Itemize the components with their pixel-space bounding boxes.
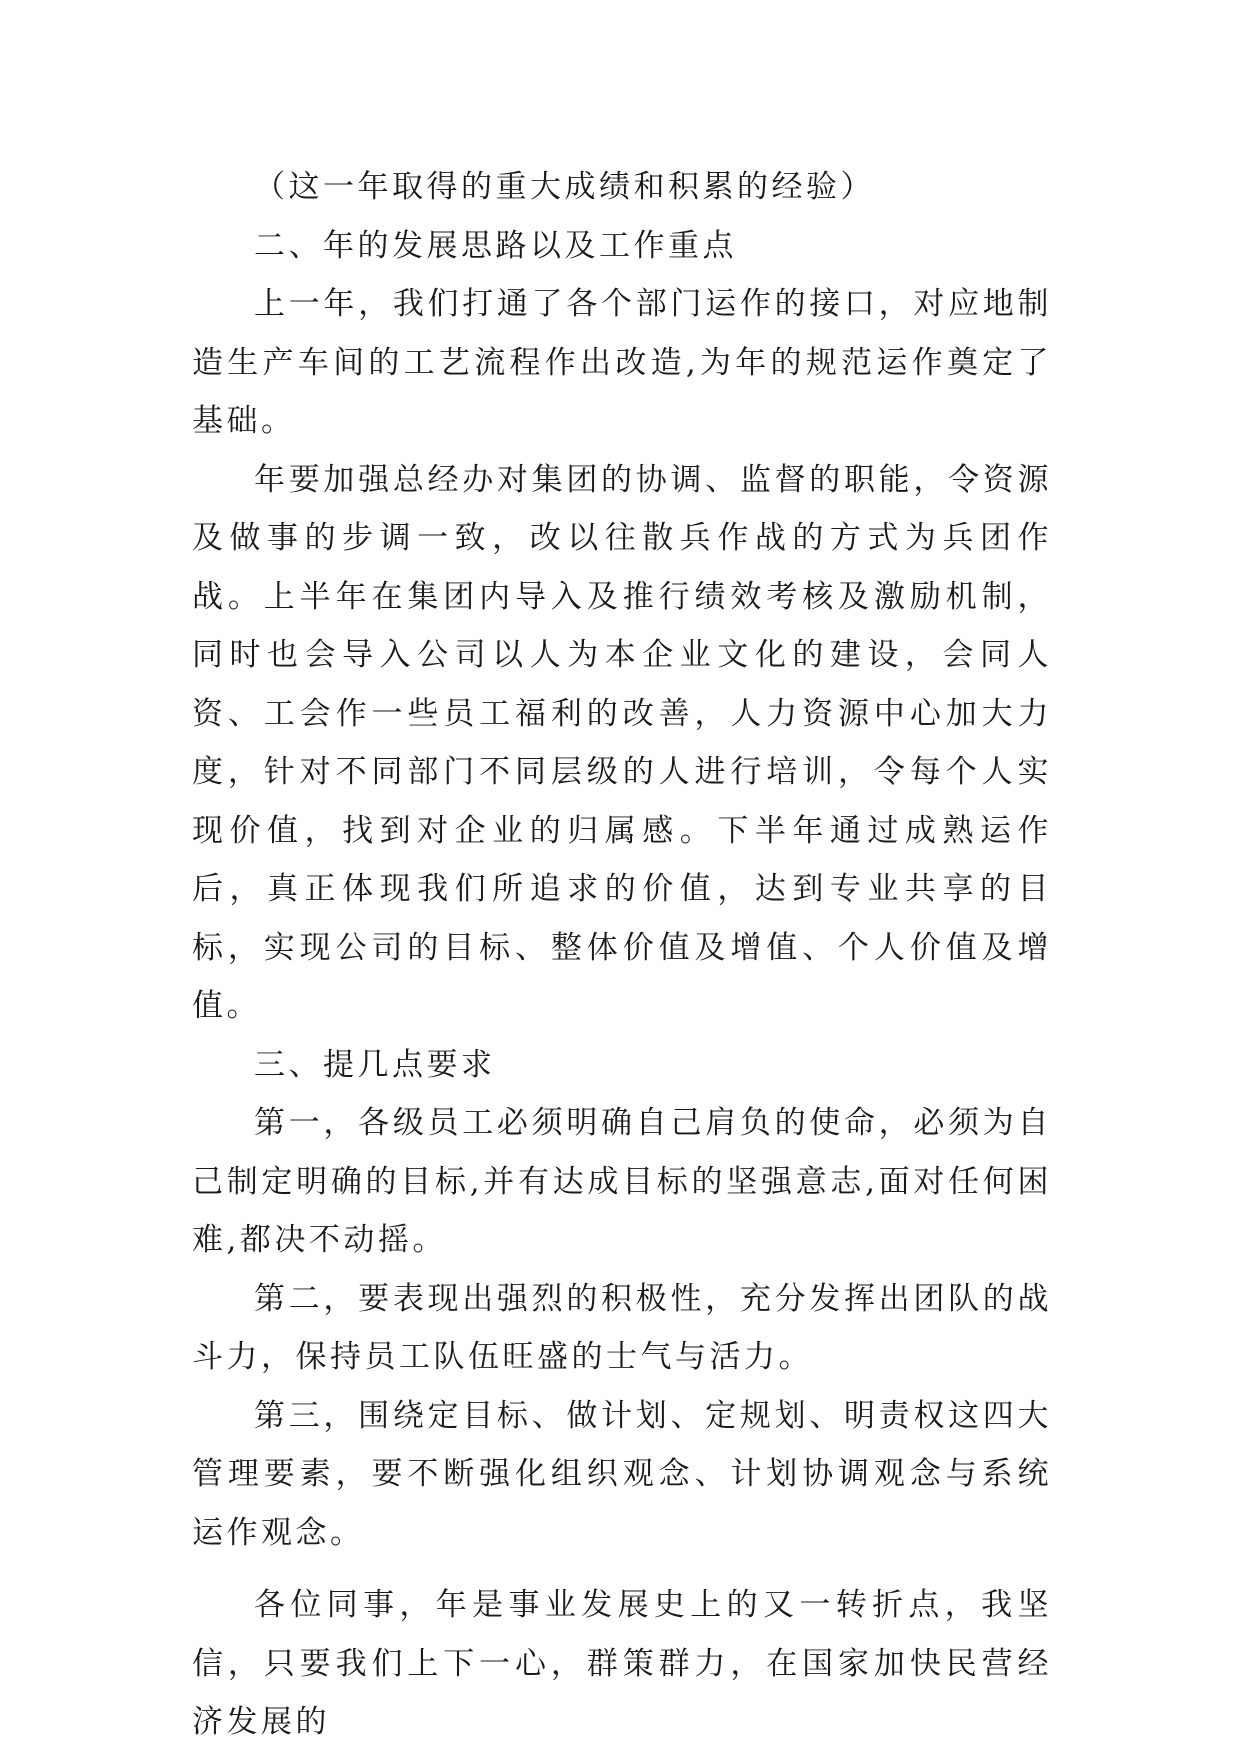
paragraph-closing: 各位同事，年是事业发展史上的又一转折点，我坚信，只要我们上下一心，群策群力，在国家加快民营经济发展的 [192, 1587, 1052, 1740]
paragraph-requirement-2: 第二，要表现出强烈的积极性，充分发挥出团队的战斗力，保持员工队伍旺盛的士气与活力。 [192, 1280, 1052, 1375]
section-heading-requirements: 三、提几点要求 [254, 1046, 496, 1083]
paragraph-plan: 年要加强总经办对集团的协调、监督的职能，令资源及做事的步调一致，改以往散兵作战的方式为兵团作战。上半年在集团内导入及推行绩效考核及激励机制，同时也会导入公司以人为本企业文化的建设，会同人资、工会作一些员工福利的改善，人力资源中心加大力度，针对不同部门不同层级的人进行培训，令每个人实现价值，找到对企业的归属感。下半年通过成熟运作后，真正体现我们所追求的价值，达到专业共享的目标，实现公司的目标、整体价值及增值、个人价值及增值。 [192, 461, 1052, 1024]
paragraph-requirement-1: 第一，各级员工必须明确自己肩负的使命，必须为自己制定明确的目标,并有达成目标的坚强意志,面对任何困难,都决不动摇。 [192, 1105, 1052, 1258]
paragraph-last-year: 上一年，我们打通了各个部门运作的接口，对应地制造生产车间的工艺流程作出改造,为年的规范运作奠定了基础。 [192, 286, 1052, 439]
section-heading-development: 二、年的发展思路以及工作重点 [254, 227, 737, 264]
document-body [192, 158, 1052, 1752]
paragraph-requirement-3: 第三，围绕定目标、做计划、定规划、明责权这四大管理要素，要不断强化组织观念、计划协调观念与系统运作观念。 [192, 1397, 1052, 1551]
paragraph-achievements-note: （这一年取得的重大成绩和积累的经验） [254, 169, 875, 205]
